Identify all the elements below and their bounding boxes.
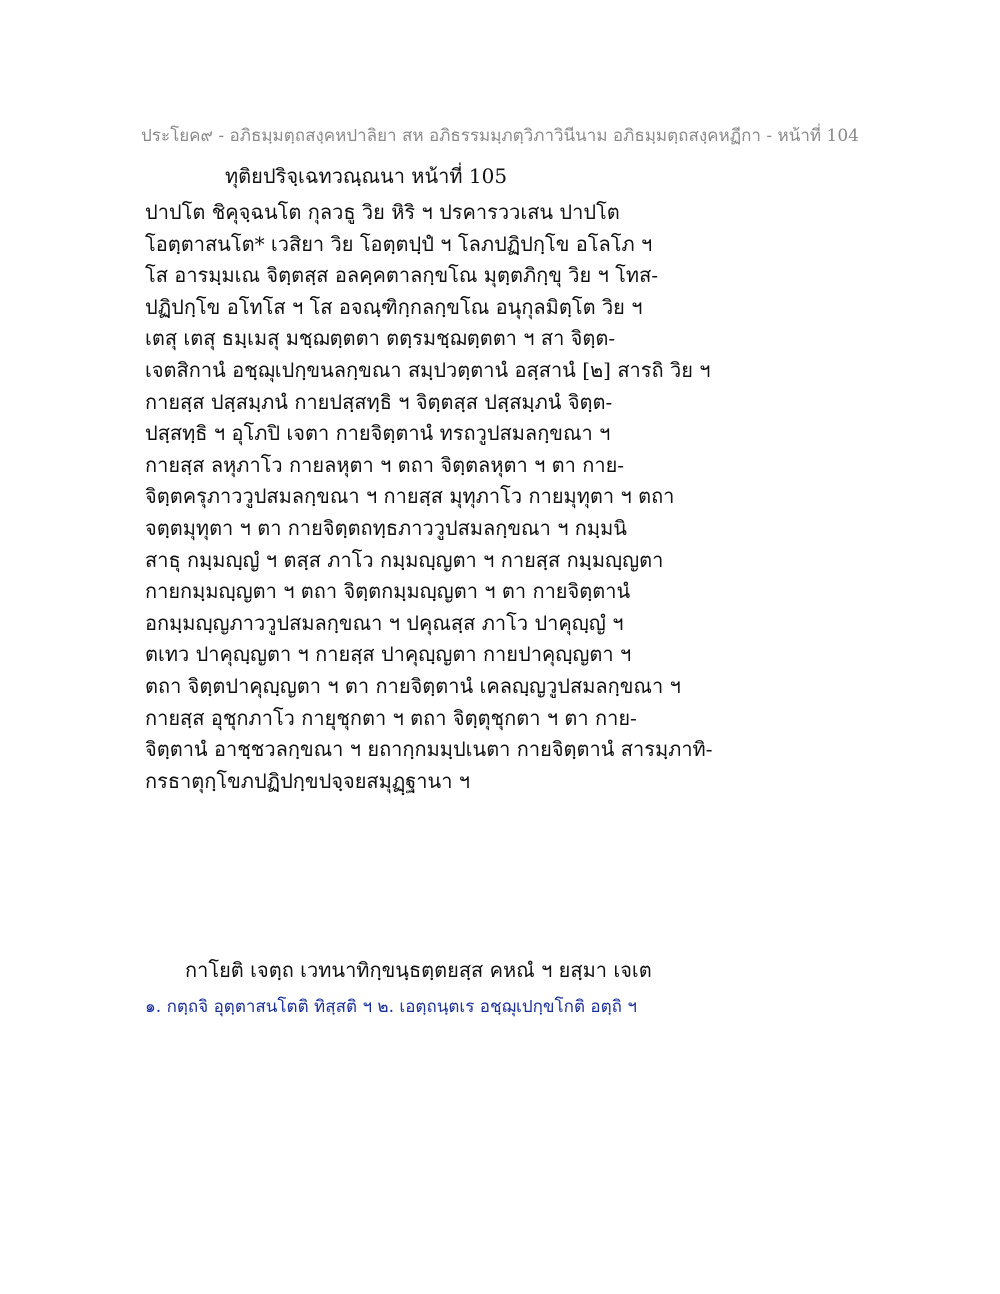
- running-header: ประโยค๙ - อภิธมฺมตฺถสงฺคหปาลิยา สห อภิธรรมมฺภตฺวิภาวินีนาม อภิธมฺมตฺถสงฺคหฏีกา - หน้าที่ 104: [141, 126, 859, 146]
- text-line: กายสฺส ปสฺสมฺภนํ กายปสฺสทฺธิ ฯ จิตฺตสฺส ปสฺสมฺภนํ จิตฺต-: [145, 389, 613, 414]
- text-line: อกมฺมญฺญภาววูปสมลกฺขณา ฯ ปคุณสฺส ภาโว ปาคุญฺญํ ฯ: [145, 610, 624, 635]
- closing-line: กาโยติ เจตฺถ เวทนาทิกฺขนฺธตฺตยสฺส คหณํ ฯ ยสฺมา เจเต: [185, 958, 652, 982]
- text-line: กายกมฺมญฺญตา ฯ ตถา จิตฺตกมฺมญฺญตา ฯ ตา กายจิตฺตานํ: [145, 579, 631, 604]
- text-line: กายสฺส ลหุภาโว กายลหุตา ฯ ตถา จิตฺตลหุตา ฯ ตา กาย-: [145, 452, 625, 477]
- text-line: จิตฺตานํ อาชฺชวลกฺขณา ฯ ยถากฺกมมฺปเนตา กายจิตฺตานํ สารมฺภาทิ-: [145, 737, 713, 762]
- text-line: ปาปโต ชิคุจฺฉนโต กุลวธู วิย หิริ ฯ ปรคารววเสน ปาปโต: [145, 200, 620, 224]
- footnote: ๑. กตฺถจิ อุตฺตาสนโตติ ทิสฺสติ ฯ ๒. เอตฺถนฺตเร อชฺฌุเปกฺขโกติ อตฺถิ ฯ: [145, 997, 637, 1017]
- text-line: กรธาตุกฺโขภปฏิปกฺขปจฺจยสมุฏฺฐานา ฯ: [145, 768, 471, 793]
- text-line: กายสฺส อุชุกภาโว กายุชุกตา ฯ ตถา จิตฺตุชุกตา ฯ ตา กาย-: [145, 705, 637, 730]
- text-line: ปฏิปกฺโข อโทโส ฯ โส อจณฺฑิกฺกลกฺขโณ อนุกุลมิตฺโต วิย ฯ: [145, 294, 643, 319]
- text-line: ตเทว ปาคุญฺญตา ฯ กายสฺส ปาคุญฺญตา กายปาคุญฺญตา ฯ: [145, 642, 632, 667]
- body-text: [145, 197, 765, 797]
- page-heading: ทุติยปริจฺเฉทวณฺณนา หน้าที่ 105: [225, 164, 508, 188]
- text-line: จตฺตมุทุตา ฯ ตา กายจิตฺตถทฺธภาววูปสมลกฺขณา ฯ กมฺมนิ: [145, 515, 627, 540]
- text-line: ปสฺสทฺธิ ฯ อุโภปิ เจตา กายจิตฺตานํ ทรถวูปสมลกฺขณา ฯ: [145, 421, 611, 446]
- text-line: ตถา จิตฺตปาคุญฺญตา ฯ ตา กายจิตฺตานํ เคลญฺญวูปสมลกฺขณา ฯ: [145, 673, 681, 698]
- text-line: เจตสิกานํ อชฺฌุเปกฺขนลกฺขณา สมฺปวตฺตานํ อสฺสานํ [๒] สารถิ วิย ฯ: [145, 357, 711, 382]
- text-line: จิตฺตครุภาววูปสมลกฺขณา ฯ กายสฺส มุทุภาโว กายมุทุตา ฯ ตถา: [145, 484, 675, 509]
- text-line: โส อารมฺมเณ จิตฺตสฺส อลคฺคตาลกฺขโณ มุตฺตภิกฺขุ วิย ฯ โทส-: [145, 263, 659, 288]
- text-line: โอตฺตาสนโต* เวสิยา วิย โอตฺตปฺปํ ฯ โลภปฏิปกฺโข อโลโภ ฯ: [145, 231, 653, 256]
- text-line: เตสุ เตสุ ธมฺเมสุ มชฺฌตฺตตา ตตฺรมชฺฌตฺตตา ฯ สา จิตฺต-: [145, 326, 616, 351]
- text-line: สาธุ กมฺมญฺญํ ฯ ตสฺส ภาโว กมฺมญฺญตา ฯ กายสฺส กมฺมญฺญตา: [145, 547, 664, 572]
